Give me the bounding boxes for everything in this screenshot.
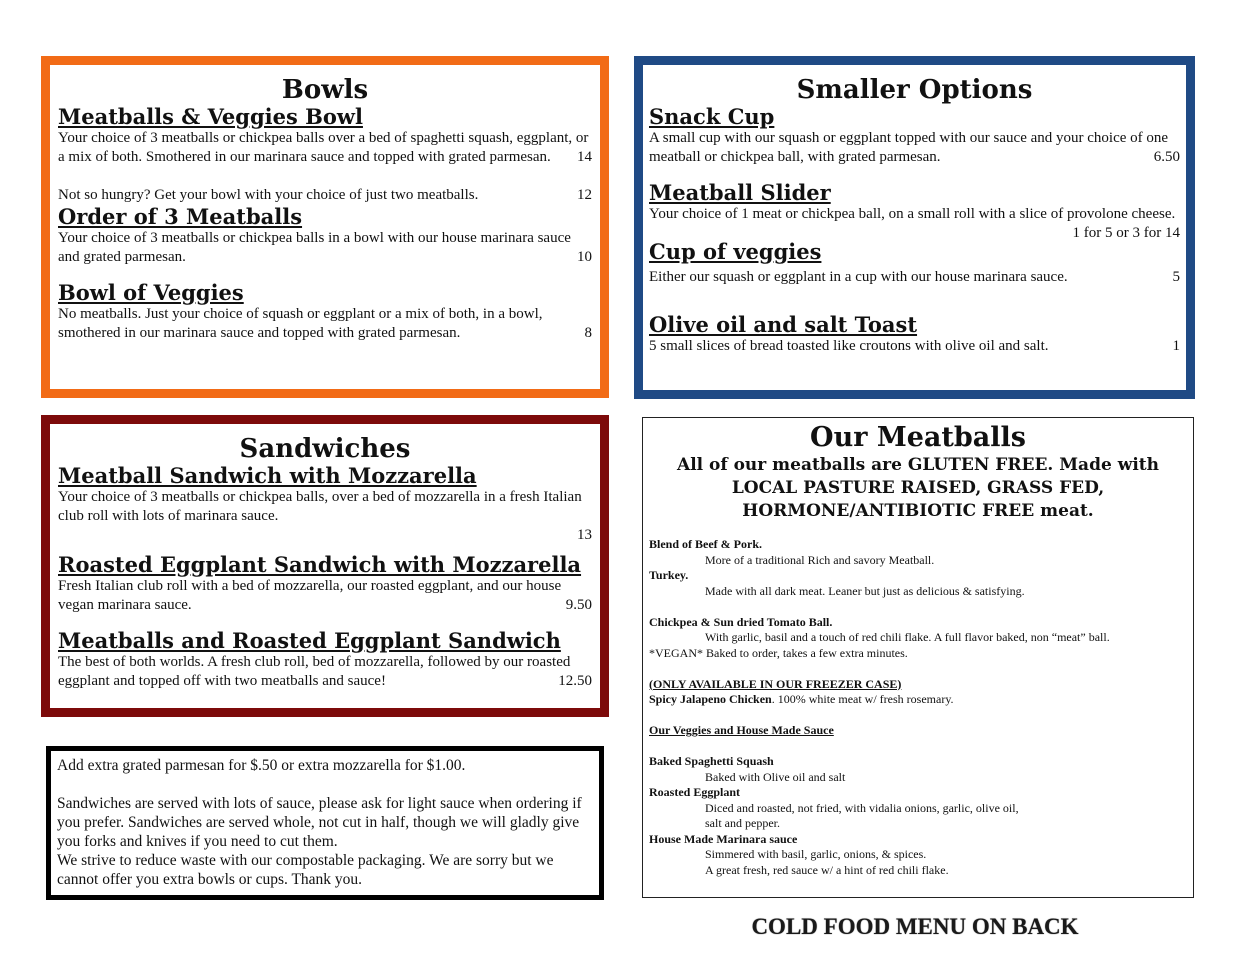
- bowls-title: Bowls: [281, 75, 369, 105]
- item-desc: Either our squash or eggplant in a cup with our house marinara sauce.: [649, 269, 1068, 285]
- item-extra-price: 12: [577, 187, 592, 203]
- item-name: Roasted Eggplant Sandwich with Mozzarella: [58, 552, 582, 577]
- item-name: Snack Cup: [649, 104, 775, 129]
- jalapeno-heading: Spicy Jalapeno Chicken: [649, 692, 772, 706]
- item-desc: Your choice of 3 meatballs or chickpea balls, over a bed of mozzarella in a fresh Italian club roll with lots of marinara sauce.: [58, 489, 582, 524]
- jalapeno-line: [649, 692, 1187, 708]
- item-price: 13: [577, 527, 592, 543]
- menu-item: [58, 205, 592, 267]
- menu-item: [58, 629, 592, 691]
- notes-sauce: Sandwiches are served with lots of sauce, please ask for light sauce when ordering if you prefer. Sandwiches are served whole, not cut in half, though we will gladly give you forks and knives if you need to cut them.: [57, 795, 582, 850]
- item-price: 9.50: [565, 597, 592, 613]
- notes-packaging: We strive to reduce waste with our compostable packaging. We are sorry but we cannot offer you extra bowls or cups. Thank you.: [57, 852, 554, 888]
- item-desc: Your choice of 3 meatballs or chickpea balls in a bowl with our house marinara sauce and grated parmesan.: [58, 230, 571, 265]
- chickpea-heading: Chickpea & Sun dried Tomato Ball.: [649, 614, 833, 629]
- item-desc: The best of both worlds. A fresh club roll, bed of mozzarella, followed by our roasted eggplant and topped off with two meatballs and sauce!: [58, 654, 571, 689]
- item-price: 10: [577, 249, 592, 265]
- jalapeno-desc: . 100% white meat w/ fresh rosemary.: [771, 692, 954, 706]
- item-desc: Your choice of 1 meat or chickpea ball, on a small roll with a slice of provolone cheese.: [649, 206, 1176, 222]
- meatballs-subtitle: All of our meatballs are GLUTEN FREE. Made with LOCAL PASTURE RAISED, GRASS FED, HORMONE/ANTIBIOTIC FREE meat.: [677, 455, 1159, 521]
- menu-item: [58, 281, 592, 343]
- item-name: Meatballs & Veggies Bowl: [58, 104, 363, 129]
- freezer-heading: (ONLY AVAILABLE IN OUR FREEZER CASE): [649, 676, 902, 691]
- squash-desc: Baked with Olive oil and salt: [705, 769, 846, 784]
- meatballs-title: Our Meatballs: [810, 422, 1026, 453]
- item-name: Bowl of Veggies: [58, 280, 244, 305]
- eggplant-desc: Diced and roasted, not fried, with vidalia onions, garlic, olive oil,: [705, 800, 1019, 815]
- sauce-desc-cont: A great fresh, red sauce w/ a hint of red chili flake.: [705, 862, 949, 877]
- item-name: Meatball Slider: [649, 180, 831, 205]
- item-name: Meatball Sandwich with Mozzarella: [58, 463, 477, 488]
- eggplant-heading: Roasted Eggplant: [649, 785, 741, 799]
- item-desc: 5 small slices of bread toasted like croutons with olive oil and salt.: [649, 338, 1049, 354]
- smaller-title: Smaller Options: [796, 75, 1033, 105]
- cold-food-menu-note: COLD FOOD MENU ON BACK: [751, 914, 1079, 939]
- item-extra: Not so hungry? Get your bowl with your choice of just two meatballs.: [58, 187, 479, 203]
- item-price: 1: [1172, 338, 1180, 354]
- sauce-desc: Simmered with basil, garlic, onions, & spices.: [705, 847, 927, 861]
- sandwiches-title: Sandwiches: [239, 434, 411, 464]
- turkey-heading: Turkey.: [649, 568, 689, 582]
- notes-extras: Add extra grated parmesan for $.50 or extra mozzarella for $1.00.: [57, 757, 466, 774]
- turkey-desc: Made with all dark meat. Leaner but just as delicious & satisfying.: [705, 583, 1025, 598]
- beef-heading: Blend of Beef & Pork.: [649, 537, 762, 551]
- veggies-heading: Our Veggies and House Made Sauce: [649, 723, 834, 737]
- menu-item: [58, 105, 592, 205]
- item-name: Meatballs and Roasted Eggplant Sandwich: [58, 628, 561, 653]
- smaller-options-section: [634, 56, 1195, 399]
- menu-item: [649, 313, 1180, 356]
- notes-box: [46, 746, 604, 900]
- item-name: Cup of veggies: [649, 239, 822, 264]
- menu-item: [649, 180, 1180, 241]
- menu-item: [649, 240, 1180, 287]
- item-price: 1 for 5 or 3 for 14: [1072, 225, 1180, 241]
- bowls-section: [41, 56, 609, 398]
- item-desc: Your choice of 3 meatballs or chickpea balls over a bed of spaghetti squash, eggplant, or a mix of both. Smothered in our marinara sauce and topped with grated parmesan.: [58, 130, 589, 165]
- chickpea-desc: With garlic, basil and a touch of red chili flake. A full flavor baked, non “meat” ball.: [705, 630, 1110, 644]
- sauce-heading: House Made Marinara sauce: [649, 831, 798, 846]
- item-name: Olive oil and salt Toast: [649, 312, 918, 337]
- beef-desc: More of a traditional Rich and savory Meatball.: [705, 552, 935, 567]
- item-price: 5: [1172, 269, 1180, 285]
- chickpea-note: *VEGAN* Baked to order, takes a few extra minutes.: [649, 645, 908, 660]
- sandwiches-section: [41, 415, 609, 717]
- item-price: 8: [584, 325, 592, 341]
- item-price: 6.50: [1153, 149, 1180, 165]
- menu-item: [649, 105, 1180, 167]
- item-name: Order of 3 Meatballs: [58, 204, 303, 229]
- item-desc: Fresh Italian club roll with a bed of mozzarella, our roasted eggplant, and our house vegan marinara sauce.: [58, 578, 562, 613]
- our-meatballs-section: [642, 417, 1194, 898]
- menu-item: [58, 553, 592, 615]
- item-price: 12.50: [558, 673, 592, 689]
- item-desc: A small cup with our squash or eggplant topped with our sauce and your choice of one meatball or chickpea ball, with grated parmesan.: [649, 130, 1169, 165]
- eggplant-desc-cont: salt and pepper.: [705, 816, 780, 830]
- squash-heading: Baked Spaghetti Squash: [649, 754, 774, 768]
- menu-item: [58, 464, 592, 545]
- item-desc: No meatballs. Just your choice of squash or eggplant or a mix of both, in a bowl, smothered in our marinara sauce and topped with grated parmesan.: [58, 306, 543, 341]
- item-price: 14: [577, 149, 592, 165]
